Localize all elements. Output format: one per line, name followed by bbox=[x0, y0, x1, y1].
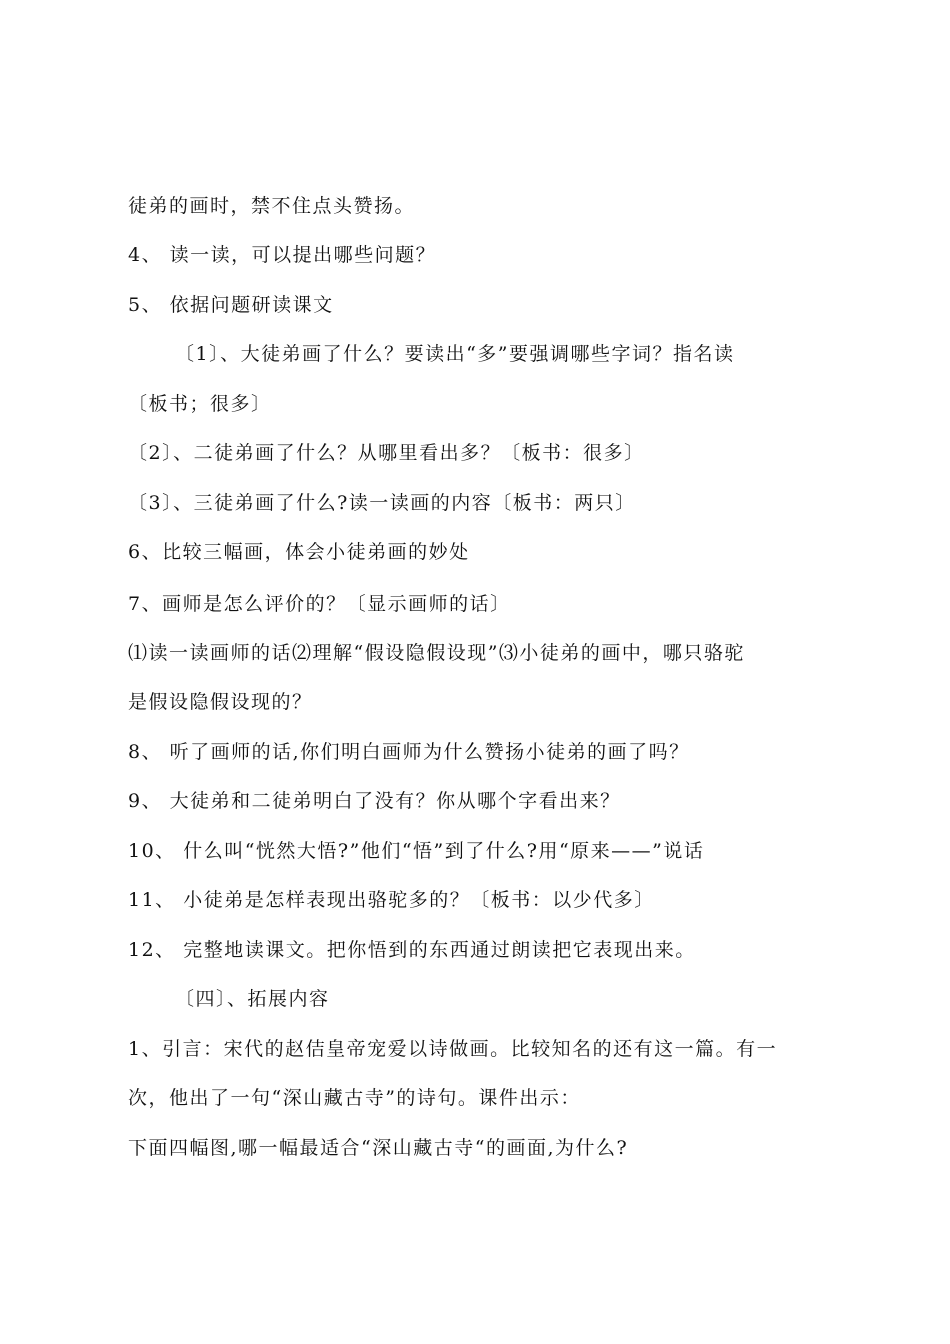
text-line-10: ⑴读一读画师的话⑵理解“假设隐假设现”⑶小徒弟的画中，哪只骆驼 bbox=[128, 642, 745, 664]
text-line-17: 〔四〕、拓展内容 bbox=[175, 988, 330, 1010]
text-line-13: 9、 大徒弟和二徒弟明白了没有？你从哪个字看出来？ bbox=[128, 790, 621, 812]
text-line-9: 7、画师是怎么评价的？〔显示画师的话〕 bbox=[128, 593, 511, 615]
text-line-7: 〔3〕、三徒弟画了什么?读一读画的内容〔板书：两只〕 bbox=[128, 492, 636, 514]
text-line-18: 1、引言：宋代的赵佶皇帝宠爱以诗做画。比较知名的还有这一篇。有一 bbox=[128, 1038, 778, 1060]
text-line-15: 11、 小徒弟是怎样表现出骆驼多的？〔板书：以少代多〕 bbox=[128, 889, 655, 911]
text-line-14: 10、 什么叫“恍然大悟?”他们“悟”到了什么?用“原来——”说话 bbox=[128, 840, 705, 862]
text-line-19: 次，他出了一句“深山藏古寺”的诗句。课件出示： bbox=[128, 1087, 581, 1109]
text-line-4: 〔1〕、大徒弟画了什么？要读出“多”要强调哪些字词？指名读 bbox=[175, 343, 735, 365]
text-line-11: 是假设隐假设现的？ bbox=[128, 691, 313, 713]
text-line-1: 徒弟的画时，禁不住点头赞扬。 bbox=[128, 195, 416, 217]
text-line-20: 下面四幅图,哪一幅最适合“深山藏古寺“的画面,为什么? bbox=[128, 1137, 629, 1159]
text-line-6: 〔2〕、二徒弟画了什么？从哪里看出多？〔板书：很多〕 bbox=[128, 442, 645, 464]
text-line-2: 4、 读一读，可以提出哪些问题？ bbox=[128, 244, 437, 266]
text-line-16: 12、 完整地读课文。把你悟到的东西通过朗读把它表现出来。 bbox=[128, 939, 696, 961]
text-line-5: 〔板书；很多〕 bbox=[128, 393, 272, 415]
text-line-8: 6、比较三幅画，体会小徒弟画的妙处 bbox=[128, 541, 470, 563]
text-line-3: 5、 依据问题研读课文 bbox=[128, 294, 334, 316]
text-line-12: 8、 听了画师的话,你们明白画师为什么赞扬小徒弟的画了吗？ bbox=[128, 741, 690, 763]
